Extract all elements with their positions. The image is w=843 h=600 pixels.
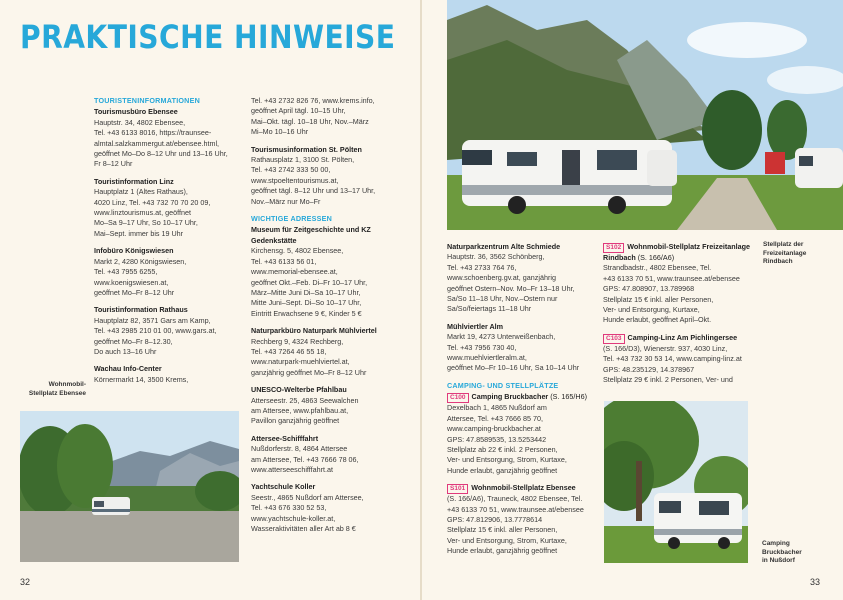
- entry-line: Hunde erlaubt, ganzjährig geöffnet: [447, 546, 558, 556]
- entry-line: geöffnet Mo–Fr 8–12 Uhr: [94, 287, 175, 297]
- entry-line: Stellplatz 15 € inkl. aller Personen,: [447, 525, 558, 535]
- address-entry: [94, 364, 246, 385]
- photo-stellplatz-ebensee: [20, 411, 239, 562]
- entry-heading: [603, 333, 759, 344]
- site-name: Camping-Linz Am Pichlingersee: [627, 332, 738, 342]
- entry-line: Mai–Okt. tägl. 10–18 Uhr, Nov.–März: [251, 116, 369, 126]
- entry-line: Ver- und Entsorgung, Strom, Kurtaxe,: [447, 535, 567, 545]
- entry-line: geöffnet Mo–Do 8–12 Uhr und 13–16 Uhr,: [94, 149, 228, 159]
- entry-line: Ver- und Entsorgung, Kurtaxe,: [603, 305, 700, 315]
- entry-line: GPS: 47.812906, 13.7778614: [447, 514, 543, 524]
- continued-entry: [251, 96, 411, 138]
- entry-line: am Attersee, www.pfahlbau.at,: [251, 405, 349, 415]
- entry-line: www.stpoeltentourismus.at,: [251, 175, 339, 185]
- address-entry: [251, 385, 411, 427]
- entry-heading: UNESCO-Welterbe Pfahlbau: [251, 385, 347, 395]
- section-heading: TOURISTENINFORMATIONEN: [94, 96, 200, 105]
- column-camping: [447, 242, 599, 564]
- entry-line: Pavillon ganzjährig geöffnet: [251, 416, 340, 426]
- address-entry: [94, 107, 246, 169]
- entry-line: Hunde erlaubt, geöffnet April–Okt.: [603, 315, 712, 325]
- entry-line: Tel. +43 2985 210 01 00, www.gars.at,: [94, 326, 217, 336]
- entry-line: Dexelbach 1, 4865 Nußdorf am: [447, 403, 547, 413]
- address-entry: [251, 145, 411, 207]
- site-name: Camping Bruckbacher: [471, 392, 549, 402]
- caption-line: in Nußdorf: [762, 557, 795, 564]
- entry-heading: Infobüro Königswiesen: [94, 246, 174, 256]
- entry-line: www.memorial-ebensee.at,: [251, 267, 338, 277]
- entry-line: GPS: 47.8589535, 13.5253442: [447, 434, 547, 444]
- column-tourist-info: [94, 96, 246, 392]
- entry-line: Nußdorferstr. 8, 4864 Attersee: [251, 444, 348, 454]
- photo-rindbach: [447, 0, 843, 230]
- entry-line: www.yachtschule-koller.at,: [251, 513, 336, 523]
- entry-line: www.atterseeschifffahrt.at: [251, 465, 334, 474]
- entry-heading: Mühlviertler Alm: [447, 321, 504, 331]
- entry-line: geöffnet Mo–Fr 8–12.30,: [94, 336, 173, 346]
- entry-line: Hauptplatz 1 (Altes Rathaus),: [94, 187, 188, 197]
- entry-line: +43 6133 70 51, www.traunsee.at/ebensee: [603, 273, 740, 283]
- address-entry: [251, 225, 411, 319]
- caption-line: Bruckbacher: [762, 548, 802, 556]
- site-name: Wohnmobil-Stellplatz Freizeitanlage Rindbach: [603, 242, 751, 262]
- entry-line: geöffnet Mo–Fr 10–16 Uhr, Sa 10–14 Uhr: [447, 363, 580, 373]
- entry-line: Körnermarkt 14, 3500 Krems,: [94, 374, 189, 384]
- entry-line: Rechberg 9, 4324 Rechberg,: [251, 336, 344, 346]
- site-map-ref: (S. 165/H6): [548, 392, 587, 402]
- entry-heading: Museum für Zeitgeschichte und KZ Gedenkstätte: [251, 225, 371, 245]
- entry-line: Ver- und Entsorgung, Strom, Kurtaxe,: [447, 455, 567, 465]
- address-entry: [447, 242, 599, 315]
- camping-entry: [603, 242, 759, 326]
- entry-line: (S. 166/A6), Trauneck, 4802 Ebensee, Tel.: [447, 494, 583, 504]
- address-entry: [94, 246, 246, 298]
- section-heading: WICHTIGE ADRESSEN: [251, 214, 333, 224]
- address-entry: [94, 305, 246, 357]
- entry-line: +43 6133 70 51, www.traunsee.at/ebensee: [447, 504, 584, 514]
- address-entry: [447, 322, 599, 374]
- page-number-right: 33: [810, 577, 821, 587]
- entry-line: Mo–Sa 9–17 Uhr, So 10–17 Uhr,: [94, 218, 198, 228]
- entry-line: www.linztourismus.at, geöffnet: [94, 208, 191, 218]
- entry-line: am Attersee, Tel. +43 7666 78 06,: [251, 454, 359, 464]
- entry-line: www.schoenberg.gv.at, ganzjährig: [447, 273, 556, 283]
- entry-line: Tel. +43 7956 730 40,: [447, 342, 517, 352]
- entry-line: Nov.–März nur Mo–Fr: [251, 196, 321, 206]
- entry-line: almtal.salzkammergut.at/ebensee.html,: [94, 138, 220, 148]
- entry-line: Mai–Sept. immer bis 19 Uhr: [94, 228, 184, 238]
- entry-line: Markt 2, 4280 Königswiesen,: [94, 256, 187, 266]
- address-entry: [251, 326, 411, 378]
- entry-line: geöffnet Okt.–Feb. Di–Fr 10–17 Uhr,: [251, 277, 368, 287]
- caption-bottom-photo: [762, 540, 832, 566]
- caption-line: Rindbach: [763, 258, 793, 265]
- entry-line: Fr 8–12 Uhr: [94, 159, 133, 169]
- site-number-badge: C100: [447, 393, 469, 403]
- camping-entry: [603, 333, 759, 386]
- entry-line: Tel. +43 2732 826 76, www.krems.info,: [251, 96, 375, 105]
- entry-line: Seestr., 4865 Nußdorf am Attersee,: [251, 492, 364, 502]
- entry-line: www.koenigswiesen.at,: [94, 277, 169, 287]
- entry-line: 4020 Linz, Tel. +43 732 70 70 20 09,: [94, 197, 211, 207]
- entry-line: Hauptplatz 82, 3571 Gars am Kamp,: [94, 315, 211, 325]
- site-name: Wohnmobil-Stellplatz Ebensee: [471, 483, 576, 493]
- entry-line: Markt 19, 4273 Unterweißenbach,: [447, 332, 556, 342]
- entry-heading: Wachau Info-Center: [94, 364, 162, 374]
- entry-line: Tel. +43 7264 46 55 18,: [251, 346, 327, 356]
- entry-heading: [603, 242, 759, 263]
- camping-entry: [447, 392, 599, 476]
- entry-line: Stellplatz 29 € inkl. 2 Personen, Ver- und: [603, 375, 733, 385]
- address-entry: [94, 177, 246, 239]
- entry-line: Strandbadstr., 4802 Ebensee, Tel.: [603, 263, 712, 273]
- entry-line: Tel. +43 2742 333 50 00,: [251, 165, 331, 175]
- entry-line: Attersee, Tel. +43 7666 85 70,: [447, 413, 543, 423]
- caption-line: Stellplatz der: [763, 241, 804, 248]
- entry-line: Tel. +43 6133 56 01,: [251, 256, 317, 266]
- site-number-badge: S102: [603, 243, 624, 253]
- entry-line: Hauptstr. 36, 3562 Schönberg,: [447, 252, 545, 262]
- page-number-left: 32: [20, 577, 31, 587]
- page-title: PRAKTISCHE HINWEISE: [20, 18, 396, 56]
- entry-line: www.muehlviertleralm.at,: [447, 353, 527, 363]
- entry-line: Sa/So 11–18 Uhr, Nov.–Ostern nur: [447, 294, 558, 304]
- column-camping-2: [603, 242, 759, 392]
- site-map-ref: (S. 166/A6): [635, 253, 675, 262]
- entry-line: ganzjährig geöffnet Mo–Fr 8–12 Uhr: [251, 367, 367, 377]
- entry-heading: Naturparkbüro Naturpark Mühlviertel: [251, 326, 377, 336]
- entry-line: Mi–Mo 10–16 Uhr: [251, 127, 309, 137]
- entry-line: Stellplatz 15 € inkl. aller Personen,: [603, 294, 714, 304]
- entry-line: Sa/So/feiertags 11–18 Uhr: [447, 304, 532, 314]
- entry-line: Tel. +43 732 30 53 14, www.camping-linz.at: [603, 354, 742, 364]
- entry-heading: [447, 392, 599, 403]
- entry-heading: Attersee-Schifffahrt: [251, 433, 319, 443]
- entry-line: geöffnet April tägl. 10–15 Uhr,: [251, 106, 346, 116]
- entry-heading: Tourismusbüro Ebensee: [94, 107, 178, 117]
- entry-line: Rathausplatz 1, 3100 St. Pölten,: [251, 155, 355, 165]
- caption-line: Freizeitanlage: [763, 249, 807, 257]
- caption-line: Stellplatz Ebensee: [28, 389, 86, 397]
- caption-left-photo: [26, 381, 86, 398]
- section-heading: CAMPING- UND STELLPLÄTZE: [447, 380, 559, 390]
- caption-line: Camping: [762, 540, 790, 547]
- entry-line: Atterseestr. 25, 4863 Seewalchen: [251, 395, 359, 405]
- entry-line: Kirchensg. 5, 4802 Ebensee,: [251, 246, 344, 256]
- camping-entry: [447, 483, 599, 556]
- caption-top-photo: [763, 241, 833, 267]
- entry-line: Hauptstr. 34, 4802 Ebensee,: [94, 117, 186, 127]
- page-gutter: [420, 0, 422, 600]
- entry-line: Mitte Juni–Sept. Di–So 10–17 Uhr,: [251, 298, 362, 308]
- address-entry: [251, 482, 411, 534]
- entry-line: Tel. +43 7955 6255,: [94, 267, 158, 277]
- entry-line: Tel. +43 6133 8016, https://traunsee-: [94, 128, 212, 138]
- caption-line: Wohnmobil-: [48, 381, 86, 388]
- entry-line: www.naturpark-muehlviertel.at,: [251, 357, 350, 367]
- entry-heading: Naturparkzentrum Alte Schmiede: [447, 242, 561, 251]
- site-number-badge: C103: [603, 334, 625, 344]
- entry-line: geöffnet tägl. 8–12 Uhr und 13–17 Uhr,: [251, 186, 376, 196]
- entry-line: Wasseraktivitäten aller Art ab 8 €: [251, 524, 356, 534]
- address-entry: [251, 434, 411, 476]
- entry-line: Tel. +43 676 330 52 53,: [251, 503, 327, 513]
- entry-line: Hunde erlaubt, ganzjährig geöffnet: [447, 465, 558, 475]
- entry-heading: Touristinformation Linz: [94, 176, 174, 186]
- column-addresses: [251, 96, 411, 541]
- entry-line: Eintritt Erwachsene 9 €, Kinder 5 €: [251, 308, 362, 318]
- entry-line: geöffnet Ostern–Nov. Mo–Fr 13–18 Uhr,: [447, 283, 575, 293]
- entry-line: GPS: 48.235129, 14.378967: [603, 364, 695, 374]
- entry-line: Tel. +43 2733 764 76,: [447, 262, 517, 272]
- entry-heading: [447, 483, 599, 494]
- entry-heading: Touristinformation Rathaus: [94, 305, 188, 315]
- photo-camping-bruckbacher: [604, 401, 748, 563]
- site-number-badge: S101: [447, 484, 468, 494]
- entry-line: (S. 166/D3), Wienerstr. 937, 4030 Linz,: [603, 343, 728, 353]
- entry-line: Do auch 13–16 Uhr: [94, 346, 157, 356]
- entry-line: www.camping-bruckbacher.at: [447, 424, 541, 434]
- entry-line: März–Mitte Juni Di–Sa 10–17 Uhr,: [251, 287, 361, 297]
- entry-heading: Yachtschule Koller: [251, 482, 316, 492]
- entry-line: Stellplatz ab 22 € inkl. 2 Personen,: [447, 444, 558, 454]
- entry-heading: Tourismusinformation St. Pölten: [251, 144, 362, 154]
- entry-line: GPS: 47.808907, 13.789968: [603, 284, 695, 294]
